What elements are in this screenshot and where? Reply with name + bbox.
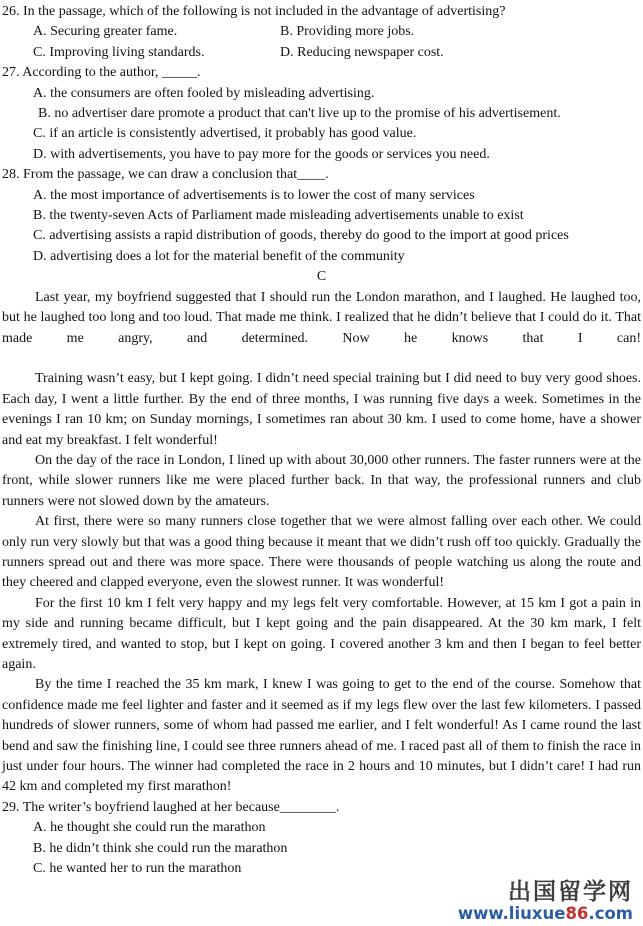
question-26-options-row-2 <box>2 43 641 63</box>
question-27 <box>2 63 641 165</box>
question-29-prompt: 29. The writer’s boyfriend laughed at her because________. <box>2 799 340 815</box>
question-28-option-b: B. the twenty-seven Acts of Parliament made misleading advertisements unable to exist <box>33 208 524 224</box>
question-26 <box>2 2 641 63</box>
question-29 <box>2 798 641 880</box>
reading-passage <box>2 288 641 798</box>
question-26-option-d: D. Reducing newspaper cost. <box>280 44 444 60</box>
question-28-prompt: 28. From the passage, we can draw a conclusion that____. <box>2 167 329 183</box>
question-28 <box>2 165 641 267</box>
question-27-option-b: B. no advertiser dare promote a product that can't live up to the promise of his advertisement. <box>38 106 561 122</box>
question-26-prompt: 26. In the passage, which of the following is not included in the advantage of advertising? <box>2 4 506 19</box>
question-29-option-c: C. he wanted her to run the marathon <box>33 861 242 877</box>
question-26-option-a: A. Securing greater fame. <box>33 24 178 40</box>
watermark-url-www: www.liuxue <box>457 903 566 923</box>
question-28-option-d: D. advertising does a lot for the material benefit of the community <box>33 248 405 264</box>
question-29-option-a: A. he thought she could run the marathon <box>33 820 266 836</box>
passage-section-header: C <box>316 269 327 285</box>
question-27-option-a: A. the consumers are often fooled by misleading advertising. <box>33 85 375 101</box>
watermark-site-name: 出国留学网 <box>508 878 633 905</box>
passage-paragraph-3: On the day of the race in London, I lined up with about 30,000 other runners. The faster runners were at the front, while slower runners like me were placed further back. In that way, the professional runners and club runners were not slowed down by the amateurs. <box>2 452 641 509</box>
passage-paragraph-4: At first, there were so many runners close together that we were almost falling over each other. We could only run very slowly but that was a good thing because it meant that we didn’t rush off too quickly. Gradually the runners spread out and there was more space. There were thousands of people watching us along the route and they cheered and clapped everyone, even the slowest runner. It was wonderful! <box>2 514 641 591</box>
passage-paragraph-6: By the time I reached the 35 km mark, I knew I was going to get to the end of the course. Somehow that confidence made me feel lighter and faster and it seemed as if my legs flew over the last few kilometers. I passed hundreds of slower runners, some of whom had passed me earlier, and I felt wonderful! As I came round the last bend and saw the finishing line, I could see three runners ahead of me. I raced past all of them to finish the race in just under four hours. The winner had completed the race in 2 hours and 10 minutes, but I didn’t care! I had run 42 km and completed my first marathon! <box>2 677 641 795</box>
question-26-options-row-1 <box>2 22 641 42</box>
passage-paragraph-1: Last year, my boyfriend suggested that I should run the London marathon, and I laughed. He laughed too, but he laughed too long and too loud. That made me think. I realized that he didn’t believe that I could do it. That made me angry, and determined. Now he knows that I can! <box>2 289 641 346</box>
passage-paragraph-2: Training wasn’t easy, but I kept going. I didn’t need special training but I did need to buy very good shoes. Each day, I went a little further. By the end of three months, I was running five days a week. Sometimes in the evenings I ran 10 km; on Sunday mornings, I sometimes ran about 30 km. I used to come home, have a shower and eat my breakfast. I felt wonderful! <box>2 371 641 448</box>
question-27-prompt: 27. According to the author, _____. <box>2 65 201 81</box>
watermark-url <box>458 905 633 922</box>
question-28-option-c: C. advertising assists a rapid distribution of goods, thereby do good to the import at good prices <box>33 228 569 244</box>
question-27-option-d: D. with advertisements, you have to pay more for the goods or services you need. <box>33 146 490 162</box>
question-26-option-c: C. Improving living standards. <box>33 44 205 60</box>
watermark-url-86: 86 <box>565 903 589 923</box>
question-29-option-b: B. he didn’t think she could run the marathon <box>33 840 288 856</box>
watermark <box>458 880 633 922</box>
question-28-option-a: A. the most importance of advertisements is to lower the cost of many services <box>33 187 475 203</box>
question-26-option-b: B. Providing more jobs. <box>280 24 415 40</box>
watermark-url-com: .com <box>588 903 633 923</box>
passage-paragraph-5: For the first 10 km I felt very happy and my legs felt very comfortable. However, at 15 km I got a pain in my side and running became difficult, but I kept going and the pain disappeared. At the 30 km mark, I felt extremely tired, and wanted to stop, but I kept on going. I covered another 3 km and then I began to feel better again. <box>2 595 641 672</box>
question-27-option-c: C. if an article is consistently advertised, it probably has good value. <box>33 126 417 142</box>
